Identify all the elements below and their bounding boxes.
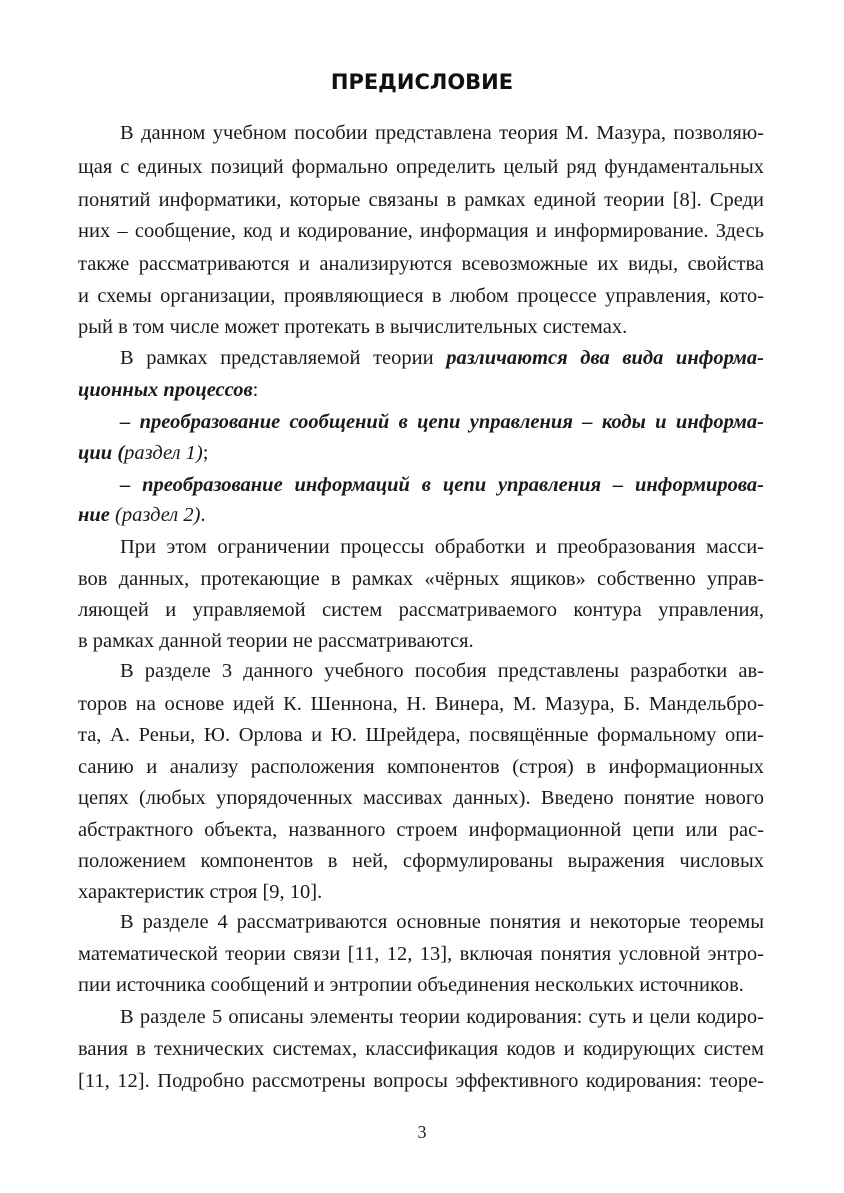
italic-text: раздел 1) [124,442,203,464]
text-line: В разделе 5 описаны элементы теории кодирования: суть и цели кодиро- [120,1006,764,1028]
text-line: цепях (любых упорядоченных массивах данных). Введено понятие нового [78,787,764,809]
text-line: положением компонентов в ней, сформулированы выражения числовых [78,850,764,872]
text-line: в рамках данной теории не рассматриваются. [78,630,474,652]
emphasis-text: – преобразование сообщений в цепи управления – коды и информа- [120,411,764,433]
text-run: ; [202,442,209,464]
text-line: В данном учебном пособии представлена теория М. Мазура, позволяю- [120,122,764,144]
text-line: та, А. Реньи, Ю. Орлова и Ю. Шрейдера, посвящённые формальному опи- [78,724,764,746]
text-line: математической теории связи [11, 12, 13], включая понятия условной энтро- [78,943,764,965]
page-title: ПРЕДИСЛОВИЕ [330,70,514,94]
text-line [78,375,764,405]
text-line: [11, 12]. Подробно рассмотрены вопросы эффективного кодирования: теоре- [78,1070,764,1092]
text-line: В разделе 4 рассматриваются основные понятия и некоторые теоремы [120,911,764,933]
list-item-line [120,470,764,500]
text-run: . [200,504,206,526]
text-line: вов данных, протекающие в рамках «чёрных ящиков» собственно управ- [78,568,764,590]
list-item-line [120,407,764,437]
emphasis-text: различаются два вида информа- [446,347,764,369]
text-line: рый в том числе может протекать в вычислительных системах. [78,316,628,338]
text-line [120,343,764,373]
text-line: щая с единых позиций формально определить целый ряд фундаментальных [78,156,764,178]
text-line: понятий информатики, которые связаны в рамках единой теории [8]. Среди [78,189,764,211]
emphasis-text: – преобразование информаций в цепи управления – информирова- [120,474,764,496]
emphasis-text: ции ( [78,442,125,464]
list-item-line [78,438,764,468]
page-number: 3 [417,1122,427,1142]
text-run: : [252,379,259,401]
text-line: характеристик строя [9, 10]. [78,881,323,903]
text-line: торов на основе идей К. Шеннона, Н. Винера, М. Мазура, Б. Мандельбро- [78,693,764,715]
text-run: В рамках представляемой теории [120,347,447,369]
italic-text: (раздел 2) [109,504,201,526]
list-item-line [78,500,764,530]
text-line: В разделе 3 данного учебного пособия представлены разработки ав- [120,660,764,682]
text-line: и схемы организации, проявляющиеся в любом процессе управления, кото- [78,285,764,307]
text-line: них – сообщение, код и кодирование, информация и информирование. Здесь [78,220,764,242]
text-line: При этом ограничении процессы обработки и преобразования масси- [120,536,764,558]
text-line: ляющей и управляемой систем рассматриваемого контура управления, [78,599,764,621]
text-line: санию и анализу расположения компонентов (строя) в информационных [78,756,764,778]
text-line: также рассматриваются и анализируются всевозможные их виды, свойства [78,253,764,275]
text-line: вания в технических системах, классификация кодов и кодирующих систем [78,1038,764,1060]
emphasis-text: ционных процессов [78,379,253,401]
text-line: абстрактного объекта, названного строем информационной цепи или рас- [78,819,764,841]
emphasis-text: ние [78,504,110,526]
text-line: пии источника сообщений и энтропии объединения нескольких источников. [78,974,744,996]
